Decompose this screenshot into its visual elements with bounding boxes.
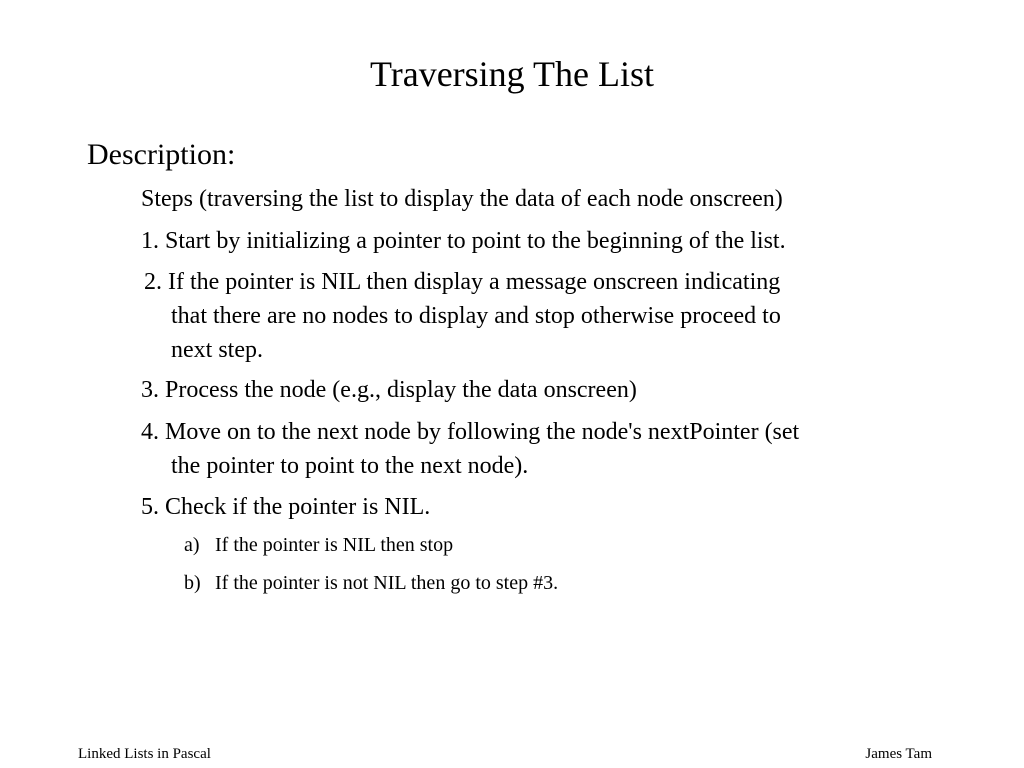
- step-2: [144, 265, 781, 367]
- substep-b-marker: b): [184, 572, 201, 594]
- substep-a-text: If the pointer is NIL then stop: [215, 534, 454, 556]
- slide-title: Traversing The List: [370, 54, 654, 94]
- step-2-line-3: next step.: [171, 337, 263, 363]
- step-4: [141, 415, 799, 483]
- substep-a-marker: a): [184, 534, 200, 556]
- footer-author: James Tam: [865, 746, 932, 762]
- step-4-line-1: 4. Move on to the next node by following the node's nextPointer (set: [141, 419, 800, 445]
- substep-b-text: If the pointer is not NIL then go to step #3.: [215, 572, 559, 594]
- step-2-line-1: 2. If the pointer is NIL then display a message onscreen indicating: [144, 269, 781, 295]
- substep-b: [184, 569, 558, 597]
- substep-a: [184, 531, 453, 559]
- step-1: 1. Start by initializing a pointer to point to the beginning of the list.: [141, 228, 786, 254]
- intro-line: Steps (traversing the list to display the data of each node onscreen): [141, 186, 783, 212]
- step-3: 3. Process the node (e.g., display the data onscreen): [141, 377, 637, 403]
- step-5: 5. Check if the pointer is NIL.: [141, 494, 431, 520]
- step-2-line-2: that there are no nodes to display and stop otherwise proceed to: [171, 303, 781, 329]
- step-4-line-2: the pointer to point to the next node).: [171, 453, 529, 479]
- description-heading: Description:: [87, 138, 236, 171]
- footer-course-title: Linked Lists in Pascal: [78, 746, 211, 762]
